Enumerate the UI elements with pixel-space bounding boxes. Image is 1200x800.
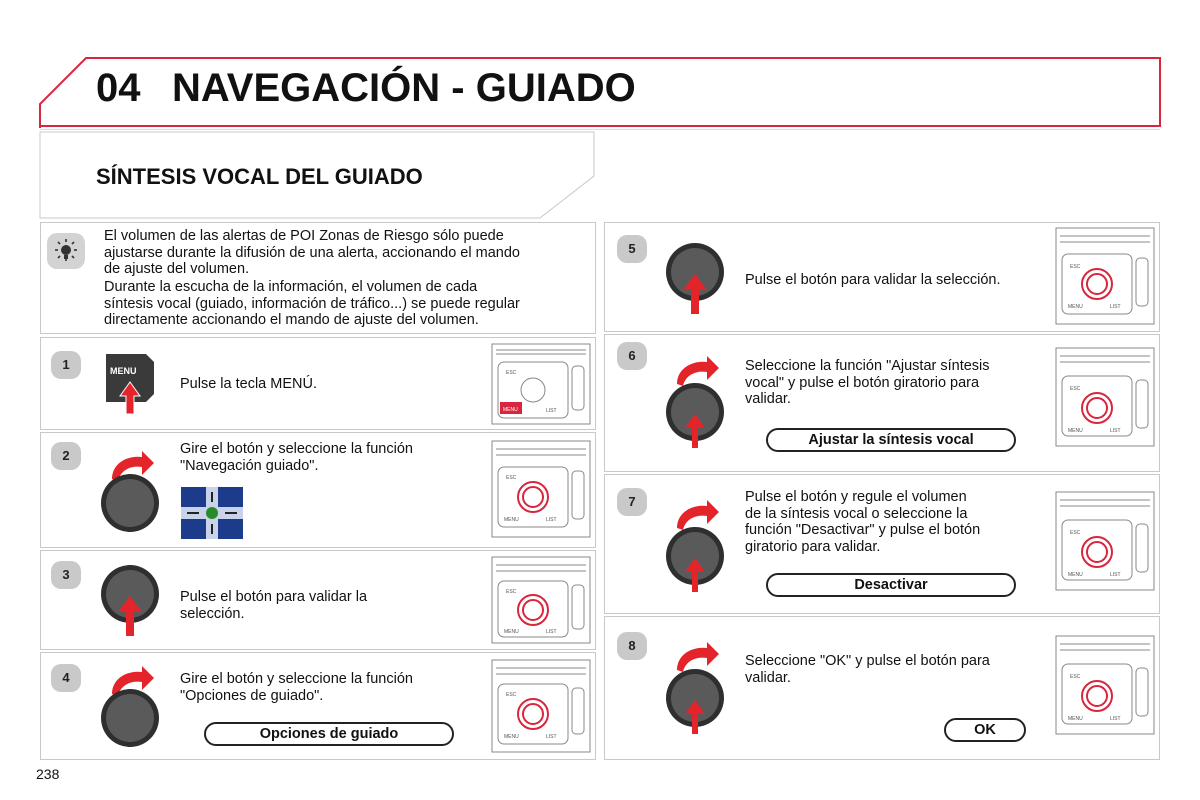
device-label: LIST [1110,304,1121,310]
device-label: LIST [546,517,557,523]
step-number-badge: 4 [51,664,81,692]
info-line: de ajuste del volumen. [104,261,250,277]
step-number-badge: 7 [617,488,647,516]
step-text-6 [745,358,990,408]
device-label: MENU [1068,572,1083,578]
device-label: ESC [506,692,517,698]
option-pill-desactivar[interactable]: Desactivar [766,573,1016,597]
device-label: ESC [506,370,517,376]
info-paragraph-1 [104,228,520,278]
step-line: vocal" y pulse el botón giratorio para [745,374,980,391]
radio-unit-diagram-knob [1054,226,1158,328]
device-label: MENU [1068,716,1083,722]
radio-unit-diagram-knob [1054,346,1158,450]
push-knob-icon [663,240,733,320]
step-text-7 [745,489,980,555]
device-label: ESC [1070,530,1081,536]
rotate-knob-icon [98,445,168,535]
option-pill-ok[interactable]: OK [944,718,1026,742]
info-panel [40,222,596,334]
device-label: LIST [1110,716,1121,722]
device-label: ESC [506,475,517,481]
step-text-5 [745,272,1001,289]
info-line: El volumen de las alertas de POI Zonas de Riesgo sólo puede [104,228,504,244]
push-knob-icon [98,560,168,640]
step-text-4 [180,671,413,704]
device-label: MENU [504,517,519,523]
step-line: Gire el botón y seleccione la función [180,441,413,457]
info-line: síntesis vocal (guiado, información de tráfico...) se puede regular [104,295,520,312]
rotate-push-knob-icon [663,494,733,594]
step-line: Seleccione "OK" y pulse el botón para [745,653,990,669]
page-number: 238 [36,766,60,782]
radio-unit-diagram-knob [490,656,594,756]
step-line: función "Desactivar" y pulse el botón [745,522,981,538]
device-label: MENU [1068,304,1083,310]
step-line: selección. [180,605,245,622]
chapter-number: 04 [96,66,141,110]
radio-unit-diagram-knob [1054,634,1158,738]
section-title: SÍNTESIS VOCAL DEL GUIADO [96,164,423,189]
step-number-badge: 6 [617,342,647,370]
rotate-push-knob-icon [663,350,733,450]
device-label: LIST [1110,572,1121,578]
info-paragraph-2 [104,279,520,329]
step-number-badge: 5 [617,235,647,263]
step-line: validar. [745,669,791,686]
step-text-8 [745,653,990,686]
step-number-badge: 1 [51,351,81,379]
step-line: Gire el botón y seleccione la función [180,671,413,687]
device-label: MENU [504,734,519,740]
device-label: ESC [506,589,517,595]
rotate-knob-icon [98,660,168,750]
step-line: Pulse la tecla MENÚ. [180,376,317,392]
device-label: LIST [546,734,557,740]
radio-unit-diagram-menu [490,340,594,428]
info-line: directamente accionando el mando de ajuste del volumen. [104,312,479,328]
step-line: de la síntesis vocal o seleccione la [745,505,968,522]
step-text-1 [180,376,317,393]
device-label: MENU [504,629,519,635]
light-bulb-icon [47,233,85,269]
device-label: LIST [546,408,557,414]
menu-key-icon [100,348,160,418]
step-line: Seleccione la función "Ajustar síntesis [745,358,990,374]
info-line: Durante la escucha de la información, el volumen de cada [104,279,478,295]
step-line: "Navegación guiado". [180,457,319,474]
section-title-frame [0,0,600,225]
device-label: ESC [1070,674,1081,680]
device-label: LIST [546,629,557,635]
chapter-title: NAVEGACIÓN - GUIADO [172,66,636,110]
step-number-badge: 3 [51,561,81,589]
step-number-badge: 2 [51,442,81,470]
step-line: Pulse el botón y regule el volumen [745,489,967,505]
device-label: MENU [503,407,518,413]
step-text-3 [180,589,367,622]
info-line: ajustarse durante la difusión de una alerta, accionando el mando [104,244,520,261]
step-line: Pulse el botón para validar la selección. [745,272,1001,288]
radio-unit-diagram-knob [490,553,594,647]
device-label: ESC [1070,264,1081,270]
step-text-2 [180,441,413,474]
option-pill-ajustar-sintesis[interactable]: Ajustar la síntesis vocal [766,428,1016,452]
step-line: validar. [745,391,791,407]
radio-unit-diagram-knob [1054,490,1158,594]
device-label: ESC [1070,386,1081,392]
step-line: Pulse el botón para validar la [180,589,368,605]
device-label: LIST [1110,428,1121,434]
step-line: giratorio para validar. [745,538,881,555]
device-label: MENU [1068,428,1083,434]
step-number-badge: 8 [617,632,647,660]
step-line: "Opciones de guiado". [180,687,324,704]
option-pill-opciones-de-guiado[interactable]: Opciones de guiado [204,722,454,746]
info-icon-badge [47,233,85,269]
menu-key-label: MENU [110,366,137,376]
radio-unit-diagram-knob [490,435,594,545]
navigation-crossroad-icon [181,487,243,539]
rotate-push-knob-icon [663,636,733,736]
